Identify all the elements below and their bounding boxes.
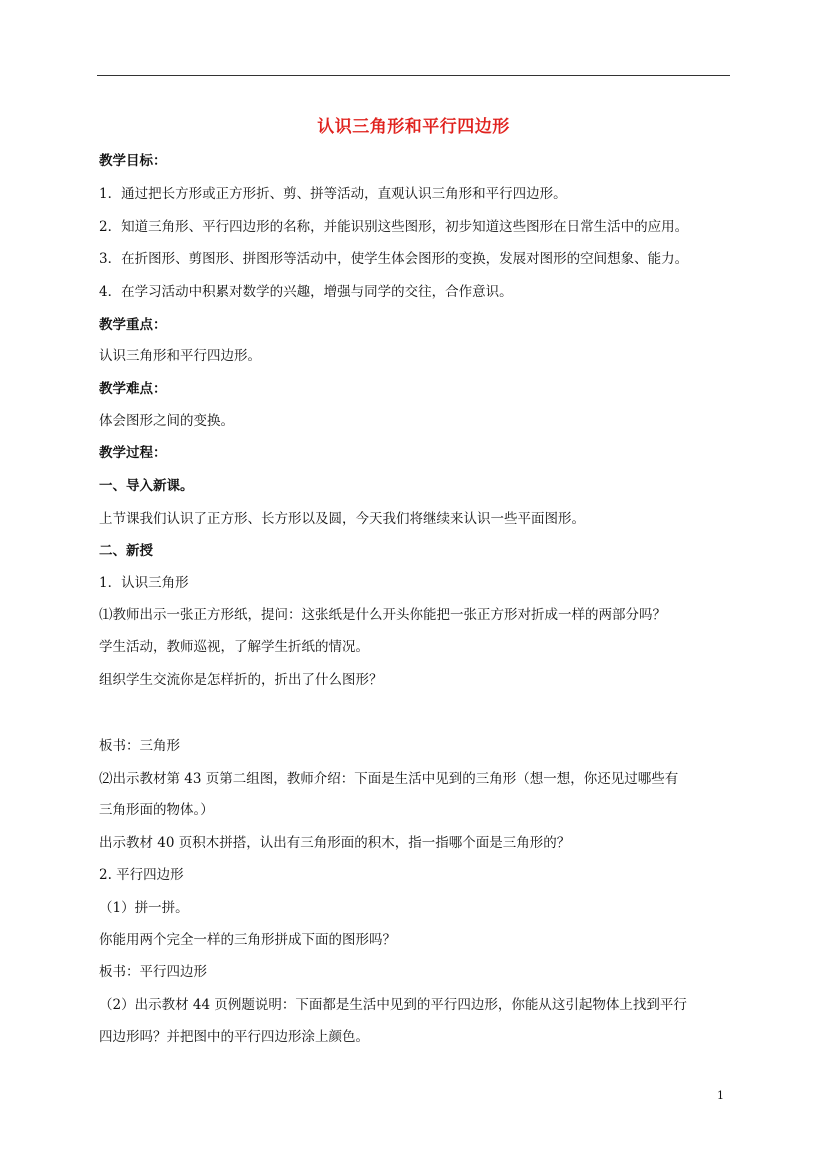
triangle-step-1: ⑴教师出示一张正方形纸，提问：这张纸是什么开头你能把一张正方形对折成一样的两部分吗？ — [99, 607, 666, 623]
parallelogram-step-2-cont: 四边形吗？并把图中的平行四边形涂上颜色。 — [99, 1029, 369, 1045]
objective-3: 3．在折图形、剪图形、拼图形等活动中，使学生体会图形的变换，发展对图形的空间想象、能力。 — [99, 251, 689, 267]
subsection-triangle: 1．认识三角形 — [99, 575, 189, 591]
intro-text: 上节课我们认识了正方形、长方形以及圆，今天我们将继续来认识一些平面图形。 — [99, 511, 585, 527]
student-activity-text: 学生活动，教师巡视，了解学生折纸的情况。 — [99, 639, 369, 655]
parallelogram-step-2: （2）出示教材 44 页例题说明：下面都是生活中见到的平行四边形，你能从这引起物体上找到平行 — [99, 997, 687, 1013]
objective-2: 2．知道三角形、平行四边形的名称，并能识别这些图形，初步知道这些图形在日常生活中的应用。 — [99, 219, 689, 235]
header-rule — [97, 75, 730, 76]
exchange-text: 组织学生交流你是怎样折的，折出了什么图形？ — [99, 672, 383, 688]
difficulty-text: 体会图形之间的变换。 — [99, 413, 234, 429]
combine-question: 你能用两个完全一样的三角形拼成下面的图形吗？ — [99, 932, 396, 948]
heading-objectives: 教学目标： — [99, 153, 167, 169]
page-title: 认识三角形和平行四边形 — [317, 117, 510, 137]
heading-difficulties: 教学难点： — [99, 381, 167, 397]
objective-4: 4．在学习活动中积累对数学的兴趣，增强与同学的交往，合作意识。 — [99, 284, 513, 300]
parallelogram-step-1: （1）拼一拼。 — [99, 900, 189, 916]
triangle-step-2-cont: 三角形面的物体。） — [99, 802, 214, 818]
blocks-text: 出示教材 40 页积木拼搭，认出有三角形面的积木，指一指哪个面是三角形的？ — [99, 835, 571, 851]
objective-1: 1．通过把长方形或正方形折、剪、拼等活动，直观认识三角形和平行四边形。 — [99, 186, 567, 202]
page-number: 1 — [717, 1089, 724, 1102]
triangle-step-2: ⑵出示教材第 43 页第二组图，教师介绍：下面是生活中见到的三角形（想一想，你还见过哪些有 — [99, 771, 679, 787]
section-new-lesson: 二、新授 — [99, 543, 153, 559]
heading-process: 教学过程： — [99, 445, 167, 461]
key-point-text: 认识三角形和平行四边形。 — [99, 348, 261, 364]
heading-key-points: 教学重点： — [99, 317, 167, 333]
board-parallelogram: 板书：平行四边形 — [99, 964, 207, 980]
board-triangle: 板书：三角形 — [99, 738, 180, 754]
subsection-parallelogram: 2. 平行四边形 — [99, 867, 184, 883]
section-intro: 一、导入新课。 — [99, 478, 194, 494]
